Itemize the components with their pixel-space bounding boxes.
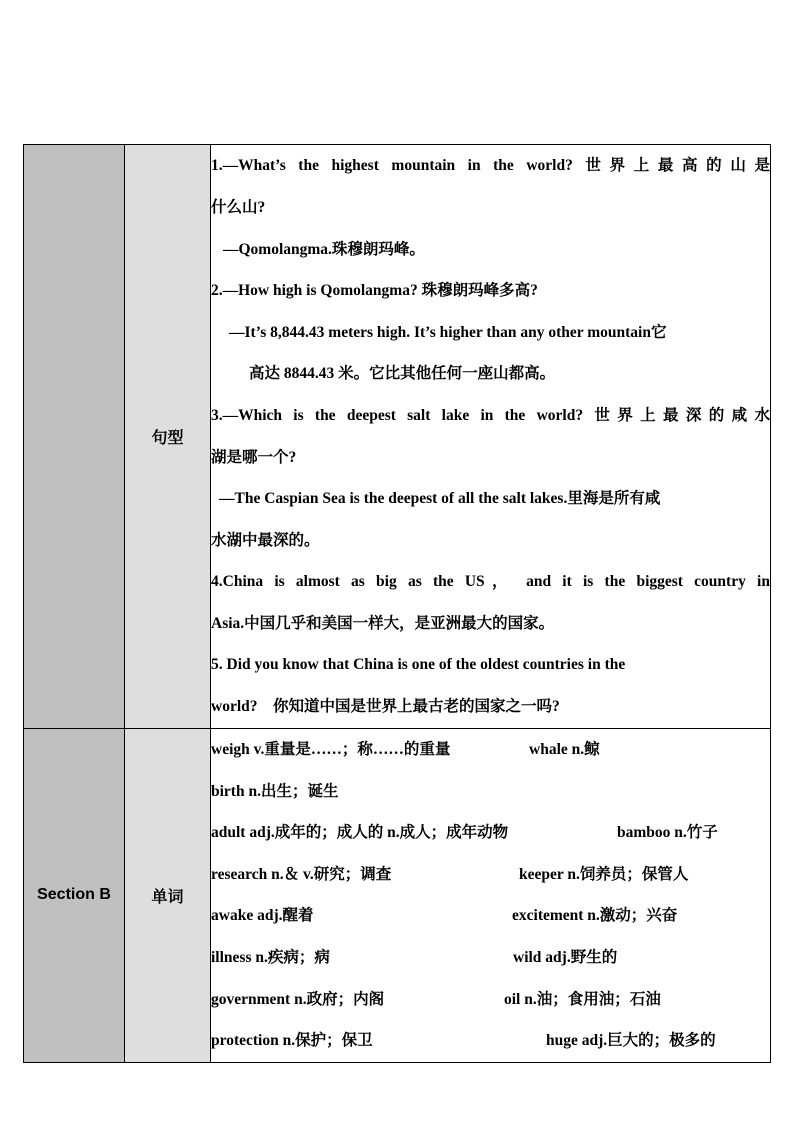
vocab-line [211,895,770,937]
vocab-entry: adult adj.成年的；成人的 n.成人；成年动物 [211,824,509,842]
content-table [23,144,771,1063]
sentence-line: 什么山? [211,198,266,216]
sentence-line: 水湖中最深的。 [211,531,320,549]
vocab-entry: protection n.保护；保卫 [211,1032,373,1050]
sentence-line: 湖是哪一个? [211,448,297,466]
vocab-entry: weigh v.重量是……；称……的重量 [211,741,451,758]
sentence-line: 3.—Which is the deepest salt lake in the world? 世界上最深的咸水 [211,406,770,424]
sentence-line: —The Caspian Sea is the deepest of all the salt lakes.里海是所有咸 [219,490,661,508]
vocab-cell [211,729,771,1063]
vocab-line [211,812,770,854]
sentence-line: world? 你知道中国是世界上最古老的国家之一吗? [211,698,560,716]
sentence-line: 1.—What’s the highest mountain in the world? 世界上最高的山是 [211,157,770,175]
sentences-cell [211,145,771,729]
vocab-entry: whale n.鲸 [529,741,600,758]
sentence-line: 2.—How high is Qomolangma? 珠穆朗玛峰多高? [211,282,538,300]
category-cell-vocab: 单词 [125,729,211,1063]
vocab-entry: keeper n.饲养员；保管人 [519,865,689,883]
sentence-line: —Qomolangma.珠穆朗玛峰。 [223,240,425,258]
vocab-entry: wild adj.野生的 [513,948,618,966]
sentence-line: 高达 8844.43 米。它比其他任何一座山都高。 [249,365,556,383]
vocab-entry: government n.政府；内阁 [211,990,385,1008]
sentence-line: Asia.中国几乎和美国一样大，是亚洲最大的国家。 [211,614,555,632]
vocab-entry: bamboo n.竹子 [617,824,718,842]
category-cell-sentences: 句型 [125,145,211,729]
vocab-entry: research n.＆ v.研究；调查 [211,865,392,883]
table-row-sentences [24,145,771,729]
vocab-entry: oil n.油；食用油；石油 [504,990,661,1008]
vocab-line [211,937,770,979]
vocab-entry: illness n.疾病；病 [211,948,330,966]
section-cell: Section B [24,729,125,1063]
vocab-line [211,979,770,1021]
vocab-line [211,729,770,771]
sentence-line: —It’s 8,844.43 meters high. It’s higher than any other mountain它 [229,323,667,341]
table-row-vocab [24,729,771,1063]
vocab-entry: huge adj.巨大的；极多的 [546,1032,716,1050]
vocab-entry: excitement n.激动；兴奋 [512,907,678,925]
sentence-line: 4.China is almost as big as the US， and it is the biggest country in [211,573,770,591]
sentence-line: 5. Did you know that China is one of the oldest countries in the [211,656,626,674]
vocab-entry: birth n.出生；诞生 [211,782,339,800]
section-cell-empty [24,145,125,729]
vocab-line [211,854,770,896]
vocab-entry: awake adj.醒着 [211,907,314,925]
vocab-line [211,771,770,813]
vocab-line [211,1020,770,1062]
